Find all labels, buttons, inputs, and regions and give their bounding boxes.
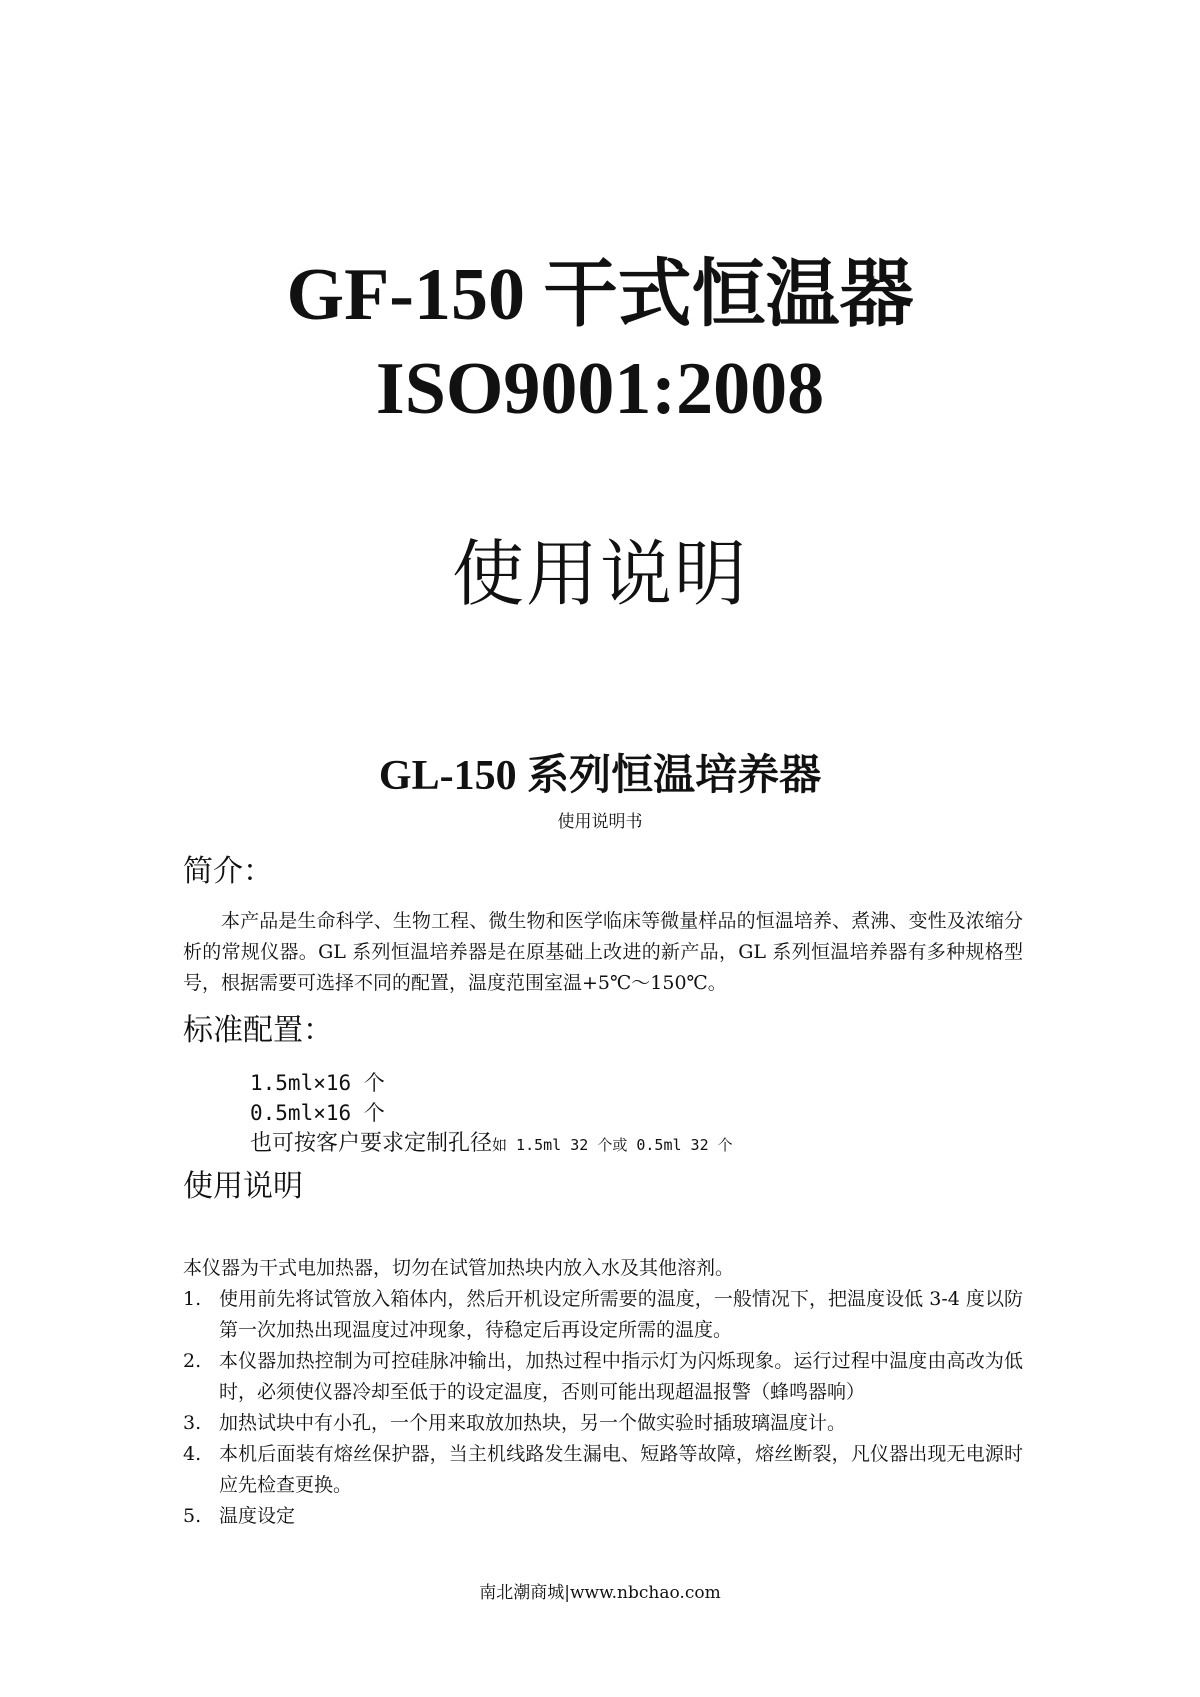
manual-title: GL-150 系列恒温培养器 <box>378 753 822 799</box>
usage-item-text: 使用前先将试管放入箱体内，然后开机设定所需要的温度，一般情况下，把温度设低 3-4 度以防第一次加热出现温度过冲现象，待稳定后再设定所需的温度。 <box>219 1288 1023 1341</box>
config-item-custom <box>250 1128 733 1160</box>
page-footer: 南北潮商城|www.nbchao.com <box>479 1583 721 1603</box>
usage-item <box>183 1284 1023 1346</box>
usage-item-number: 3. <box>183 1412 202 1434</box>
usage-item-text: 本机后面装有熔丝保护器，当主机线路发生漏电、短路等故障，熔丝断裂，凡仪器出现无电源时应先检查更换。 <box>219 1443 1023 1496</box>
usage-item <box>183 1439 1023 1501</box>
config-custom-note: 如 1.5ml 32 个或 0.5ml 32 个 <box>492 1136 733 1154</box>
usage-item <box>183 1501 1023 1532</box>
usage-item-text: 加热试块中有小孔，一个用来取放加热块，另一个做实验时插玻璃温度计。 <box>219 1412 847 1434</box>
config-item: 1.5ml×16 个 <box>250 1071 385 1095</box>
usage-list <box>183 1284 1023 1532</box>
manual-subtitle: 使用说明书 <box>557 812 643 832</box>
cover-title-model: GF-150 干式恒温器 <box>286 254 914 336</box>
usage-heading: 使用说明 <box>183 1169 303 1204</box>
config-heading: 标准配置： <box>183 1013 333 1048</box>
usage-item-number: 1. <box>183 1288 202 1310</box>
intro-heading: 简介： <box>183 854 273 889</box>
cover-title-manual: 使用说明 <box>451 532 748 616</box>
config-list <box>250 1068 733 1160</box>
usage-item-number: 4. <box>183 1443 202 1465</box>
config-custom-text: 也可按客户要求定制孔径 <box>250 1131 493 1156</box>
usage-item-number: 5. <box>183 1505 202 1527</box>
intro-paragraph: 本产品是生命科学、生物工程、微生物和医学临床等微量样品的恒温培养、煮沸、变性及浓缩分析的常规仪器。GL 系列恒温培养器是在原基础上改进的新产品，GL 系列恒温培养器有多种规格型号，根据需要可选择不同的配置，温度范围室温+5℃～150℃。 <box>183 910 1023 994</box>
usage-item <box>183 1408 1023 1439</box>
usage-item-text: 本仪器加热控制为可控硅脉冲输出，加热过程中指示灯为闪烁现象。运行过程中温度由高改为低时，必须使仪器冷却至低于的设定温度，否则可能出现超温报警（蜂鸣器响） <box>219 1350 1023 1403</box>
usage-item-text: 温度设定 <box>219 1505 296 1527</box>
config-item: 0.5ml×16 个 <box>250 1101 385 1125</box>
usage-item <box>183 1346 1023 1408</box>
usage-item-number: 2. <box>183 1350 202 1372</box>
cover-title-iso: ISO9001:2008 <box>375 348 825 430</box>
usage-intro: 本仪器为干式电加热器，切勿在试管加热块内放入水及其他溶剂。 <box>183 1257 735 1279</box>
